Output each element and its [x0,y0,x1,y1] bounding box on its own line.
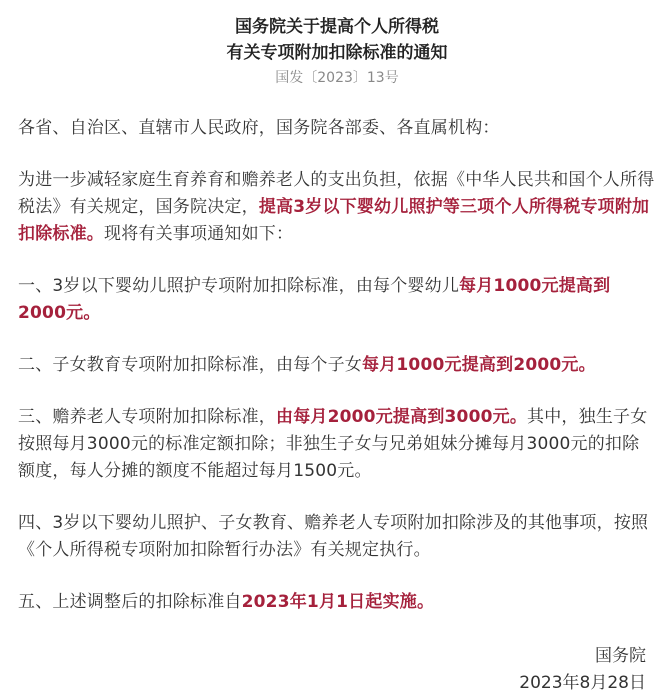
item-4-paragraph [18,510,656,564]
item-1-text: 一、3岁以下婴幼儿照护专项附加扣除标准，由每个婴幼儿 [18,276,460,296]
item-2-highlight: 每月1000元提高到2000元。 [362,355,596,375]
intro-text: 为进一步减轻家庭生育养育和赡养老人的支出负担，依据《中华人民共和国个人所得税法》有关规定，国务院决定， [18,170,655,217]
intro-paragraph [18,167,656,248]
intro-text-after: 现将有关事项通知如下： [104,224,294,244]
intro-highlight: 提高3岁以下婴幼儿照护等三项个人所得税专项附加扣除标准。 [18,197,650,244]
item-3-paragraph [18,404,656,485]
item-2-paragraph [18,352,656,379]
item-4-text: 四、3岁以下婴幼儿照护、子女教育、赡养老人专项附加扣除涉及的其他事项，按照《个人所得税专项附加扣除暂行办法》有关规定执行。 [18,513,649,560]
signature-date: 2023年8月28日 [519,673,646,693]
item-5-paragraph [18,589,656,616]
item-1-highlight: 每月1000元提高到2000元。 [18,276,611,323]
item-1-paragraph [18,273,656,327]
item-3-highlight: 由每月2000元提高到3000元。 [276,407,528,427]
title-line-2: 有关专项附加扣除标准的通知 [226,43,448,63]
item-3-text-after: 其中，独生子女按照每月3000元的标准定额扣除；非独生子女与兄弟姐妹分摊每月3000元的扣除额度，每人分摊的额度不能超过每月1500元。 [18,407,648,481]
item-2-text: 二、子女教育专项附加扣除标准，由每个子女 [18,355,362,375]
greeting-paragraph: 各省、自治区、直辖市人民政府，国务院各部委、各直属机构： [18,118,500,138]
title-line-1: 国务院关于提高个人所得税 [235,17,439,37]
item-3-text: 三、赡养老人专项附加扣除标准， [18,407,276,427]
item-5-text: 五、上述调整后的扣除标准自 [18,592,242,612]
item-5-highlight: 2023年1月1日起实施。 [241,592,435,612]
document-body [18,14,656,697]
signature-org: 国务院 [595,646,646,666]
document-number: 国发〔2023〕13号 [275,70,399,86]
